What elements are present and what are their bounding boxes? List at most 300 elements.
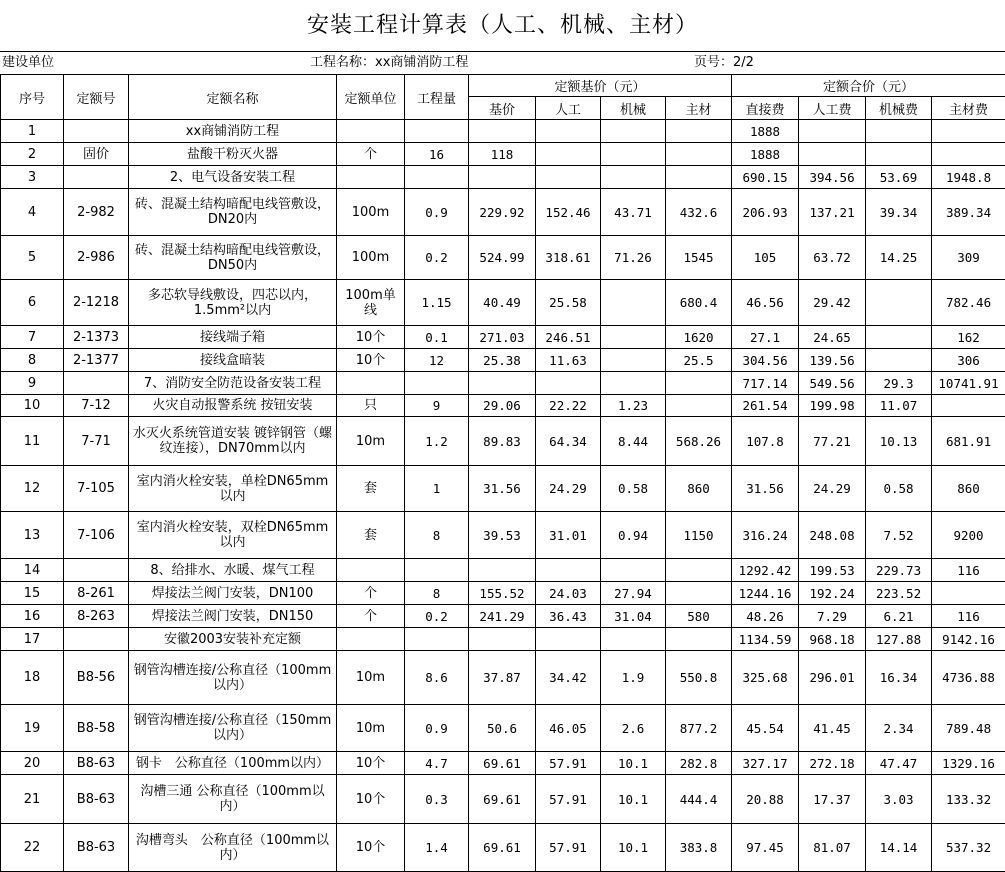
row-code: 7-105 [64, 466, 129, 512]
row-material-fee: 133.32 [932, 775, 1005, 824]
row-material: 1545 [666, 236, 732, 280]
table-row [1, 824, 1005, 872]
row-machine-fee [866, 326, 932, 349]
row-seq: 21 [1, 775, 64, 824]
row-labor-fee: 7.29 [799, 605, 866, 628]
row-machine: 1.23 [601, 395, 666, 417]
row-material: 568.26 [666, 417, 732, 466]
row-name: 室内消火栓安装，双栓DN65mm以内 [129, 512, 337, 559]
table-row [1, 143, 1005, 166]
row-unit [337, 120, 405, 143]
row-labor [536, 120, 601, 143]
row-name: 接线端子箱 [129, 326, 337, 349]
table-row [1, 582, 1005, 605]
header-material-fee: 主材费 [932, 97, 1005, 120]
row-material: 860 [666, 466, 732, 512]
row-machine: 43.71 [601, 189, 666, 236]
header-material: 主材 [666, 97, 732, 120]
row-unit [337, 628, 405, 651]
row-material-fee: 389.34 [932, 189, 1005, 236]
row-name: 火灾自动报警系统 按钮安装 [129, 395, 337, 417]
row-material [666, 143, 732, 166]
row-unit: 10m [337, 417, 405, 466]
row-labor: 64.34 [536, 417, 601, 466]
row-direct: 1888 [732, 143, 799, 166]
row-name: 钢管沟槽连接/公称直径（100mm以内） [129, 651, 337, 705]
row-labor-fee: 199.98 [799, 395, 866, 417]
row-material-fee [932, 143, 1005, 166]
row-direct: 48.26 [732, 605, 799, 628]
row-base: 29.06 [469, 395, 536, 417]
row-material-fee: 789.48 [932, 705, 1005, 752]
header-seq: 序号 [1, 75, 64, 120]
row-unit: 10个 [337, 349, 405, 372]
row-base: 118 [469, 143, 536, 166]
row-base [469, 559, 536, 582]
row-qty: 12 [405, 349, 469, 372]
row-material: 444.4 [666, 775, 732, 824]
row-code: 7-106 [64, 512, 129, 559]
header-unit: 定额单位 [337, 75, 405, 120]
row-machine: 2.6 [601, 705, 666, 752]
header-labor: 人工 [536, 97, 601, 120]
row-base: 69.61 [469, 752, 536, 775]
row-code: 2-986 [64, 236, 129, 280]
row-material: 25.5 [666, 349, 732, 372]
row-qty: 0.9 [405, 705, 469, 752]
row-labor: 24.03 [536, 582, 601, 605]
table-row [1, 466, 1005, 512]
row-code: B8-56 [64, 651, 129, 705]
row-direct: 107.8 [732, 417, 799, 466]
row-labor-fee: 29.42 [799, 280, 866, 326]
row-machine [601, 372, 666, 395]
row-labor-fee: 139.56 [799, 349, 866, 372]
row-unit: 10个 [337, 326, 405, 349]
row-code: 8-261 [64, 582, 129, 605]
row-name: xx商铺消防工程 [129, 120, 337, 143]
row-direct: 316.24 [732, 512, 799, 559]
row-labor: 57.91 [536, 775, 601, 824]
row-seq: 17 [1, 628, 64, 651]
row-unit: 10m [337, 651, 405, 705]
row-base: 69.61 [469, 824, 536, 872]
row-direct: 45.54 [732, 705, 799, 752]
row-labor-fee: 272.18 [799, 752, 866, 775]
row-base: 89.83 [469, 417, 536, 466]
row-material-fee: 116 [932, 605, 1005, 628]
row-machine-fee [866, 280, 932, 326]
row-labor-fee: 199.53 [799, 559, 866, 582]
row-labor: 11.63 [536, 349, 601, 372]
row-machine-fee: 14.25 [866, 236, 932, 280]
row-machine-fee [866, 349, 932, 372]
row-unit: 只 [337, 395, 405, 417]
row-name: 沟槽三通 公称直径（100mm以内） [129, 775, 337, 824]
row-seq: 22 [1, 824, 64, 872]
row-unit: 个 [337, 143, 405, 166]
row-direct: 1244.16 [732, 582, 799, 605]
row-direct: 31.56 [732, 466, 799, 512]
row-machine: 8.44 [601, 417, 666, 466]
row-unit: 10个 [337, 752, 405, 775]
header-total-group: 定额合价（元） [732, 75, 1005, 97]
row-labor-fee: 549.56 [799, 372, 866, 395]
row-qty [405, 559, 469, 582]
row-labor-fee: 81.07 [799, 824, 866, 872]
row-machine: 0.58 [601, 466, 666, 512]
table-row [1, 775, 1005, 824]
row-code: 7-71 [64, 417, 129, 466]
row-labor: 31.01 [536, 512, 601, 559]
row-qty: 8 [405, 582, 469, 605]
row-material-fee: 537.32 [932, 824, 1005, 872]
row-code: B8-63 [64, 824, 129, 872]
row-name: 沟槽弯头 公称直径（100mm以内） [129, 824, 337, 872]
row-qty: 1.2 [405, 417, 469, 466]
header-labor-fee: 人工费 [799, 97, 866, 120]
row-base: 31.56 [469, 466, 536, 512]
table-row [1, 189, 1005, 236]
row-material-fee: 681.91 [932, 417, 1005, 466]
row-machine [601, 120, 666, 143]
row-machine-fee: 14.14 [866, 824, 932, 872]
row-labor-fee: 192.24 [799, 582, 866, 605]
row-machine-fee [866, 120, 932, 143]
info-bar [0, 51, 1005, 74]
row-seq: 6 [1, 280, 64, 326]
row-name: 安徽2003安装补充定额 [129, 628, 337, 651]
header-base-group: 定额基价（元） [469, 75, 732, 97]
row-seq: 4 [1, 189, 64, 236]
row-code: 2-1373 [64, 326, 129, 349]
row-machine-fee [866, 143, 932, 166]
row-material-fee: 4736.88 [932, 651, 1005, 705]
row-code: 固价 [64, 143, 129, 166]
sheet-title: 安装工程计算表（人工、机械、主材） [0, 0, 1005, 51]
row-name: 盐酸干粉灭火器 [129, 143, 337, 166]
header-name: 定额名称 [129, 75, 337, 120]
header-machine-fee: 机械费 [866, 97, 932, 120]
row-machine: 71.26 [601, 236, 666, 280]
table-row [1, 628, 1005, 651]
row-material: 680.4 [666, 280, 732, 326]
row-qty [405, 628, 469, 651]
row-labor: 57.91 [536, 824, 601, 872]
row-machine: 1.9 [601, 651, 666, 705]
row-machine-fee: 16.34 [866, 651, 932, 705]
row-name: 砖、混凝土结构暗配电线管敷设，DN20内 [129, 189, 337, 236]
row-machine: 0.94 [601, 512, 666, 559]
row-seq: 1 [1, 120, 64, 143]
row-base: 40.49 [469, 280, 536, 326]
row-machine: 10.1 [601, 824, 666, 872]
calc-table [0, 74, 1005, 872]
row-qty: 0.1 [405, 326, 469, 349]
row-material-fee: 162 [932, 326, 1005, 349]
row-qty: 16 [405, 143, 469, 166]
row-seq: 7 [1, 326, 64, 349]
row-labor-fee: 63.72 [799, 236, 866, 280]
row-machine-fee: 2.34 [866, 705, 932, 752]
row-material [666, 582, 732, 605]
row-qty: 4.7 [405, 752, 469, 775]
row-base [469, 372, 536, 395]
row-qty: 1.15 [405, 280, 469, 326]
table-row [1, 120, 1005, 143]
row-labor [536, 559, 601, 582]
row-machine [601, 559, 666, 582]
row-code: B8-58 [64, 705, 129, 752]
row-unit: 100m [337, 236, 405, 280]
row-material: 877.2 [666, 705, 732, 752]
row-unit: 套 [337, 512, 405, 559]
row-seq: 16 [1, 605, 64, 628]
row-seq: 11 [1, 417, 64, 466]
row-seq: 20 [1, 752, 64, 775]
row-labor-fee: 77.21 [799, 417, 866, 466]
row-qty: 0.3 [405, 775, 469, 824]
row-base: 50.6 [469, 705, 536, 752]
row-seq: 19 [1, 705, 64, 752]
row-labor: 22.22 [536, 395, 601, 417]
row-labor: 152.46 [536, 189, 601, 236]
row-labor-fee: 137.21 [799, 189, 866, 236]
row-direct: 325.68 [732, 651, 799, 705]
table-row [1, 651, 1005, 705]
table-row [1, 166, 1005, 189]
row-qty [405, 120, 469, 143]
row-name: 8、给排水、水暖、煤气工程 [129, 559, 337, 582]
row-seq: 10 [1, 395, 64, 417]
row-labor: 246.51 [536, 326, 601, 349]
row-direct: 20.88 [732, 775, 799, 824]
row-direct: 97.45 [732, 824, 799, 872]
row-seq: 13 [1, 512, 64, 559]
row-material: 432.6 [666, 189, 732, 236]
row-name: 多芯软导线敷设，四芯以内，1.5mm²以内 [129, 280, 337, 326]
row-qty: 8 [405, 512, 469, 559]
row-material-fee: 9142.16 [932, 628, 1005, 651]
row-material-fee: 116 [932, 559, 1005, 582]
row-machine-fee: 127.88 [866, 628, 932, 651]
row-name: 水灭火系统管道安装 镀锌钢管（螺纹连接），DN70mm以内 [129, 417, 337, 466]
row-material-fee [932, 120, 1005, 143]
row-material: 383.8 [666, 824, 732, 872]
row-name: 焊接法兰阀门安装，DN100 [129, 582, 337, 605]
row-machine [601, 628, 666, 651]
table-row [1, 280, 1005, 326]
row-labor [536, 628, 601, 651]
row-labor-fee: 24.65 [799, 326, 866, 349]
row-base: 69.61 [469, 775, 536, 824]
row-machine-fee: 47.47 [866, 752, 932, 775]
row-material-fee: 309 [932, 236, 1005, 280]
row-code: 2-982 [64, 189, 129, 236]
row-qty: 9 [405, 395, 469, 417]
row-machine: 10.1 [601, 775, 666, 824]
owner-label: 建设单位 [2, 52, 54, 74]
row-machine [601, 326, 666, 349]
row-unit: 10个 [337, 775, 405, 824]
row-machine: 27.94 [601, 582, 666, 605]
row-direct: 27.1 [732, 326, 799, 349]
row-material: 580 [666, 605, 732, 628]
row-direct: 327.17 [732, 752, 799, 775]
row-direct: 717.14 [732, 372, 799, 395]
row-machine [601, 166, 666, 189]
row-name: 砖、混凝土结构暗配电线管敷设，DN50内 [129, 236, 337, 280]
row-labor-fee: 968.18 [799, 628, 866, 651]
header-code: 定额号 [64, 75, 129, 120]
row-unit: 100m [337, 189, 405, 236]
row-unit [337, 372, 405, 395]
row-labor-fee [799, 120, 866, 143]
row-unit: 个 [337, 582, 405, 605]
row-code [64, 372, 129, 395]
row-qty [405, 166, 469, 189]
row-base: 25.38 [469, 349, 536, 372]
row-code [64, 628, 129, 651]
row-direct: 105 [732, 236, 799, 280]
row-qty: 0.2 [405, 236, 469, 280]
row-name: 钢卡 公称直径（100mm以内） [129, 752, 337, 775]
row-name: 钢管沟槽连接/公称直径（150mm以内） [129, 705, 337, 752]
table-row [1, 349, 1005, 372]
row-direct: 1888 [732, 120, 799, 143]
row-material-fee: 306 [932, 349, 1005, 372]
row-labor-fee: 17.37 [799, 775, 866, 824]
header-machine: 机械 [601, 97, 666, 120]
row-material [666, 372, 732, 395]
row-material: 1620 [666, 326, 732, 349]
row-name: 室内消火栓安装，单栓DN65mm以内 [129, 466, 337, 512]
row-unit: 10m [337, 705, 405, 752]
table-row [1, 326, 1005, 349]
row-machine-fee: 53.69 [866, 166, 932, 189]
row-seq: 3 [1, 166, 64, 189]
row-material [666, 120, 732, 143]
row-machine-fee: 7.52 [866, 512, 932, 559]
row-material-fee: 782.46 [932, 280, 1005, 326]
row-material: 550.8 [666, 651, 732, 705]
row-machine-fee: 229.73 [866, 559, 932, 582]
page-number: 页号：2/2 [694, 52, 754, 74]
row-base: 155.52 [469, 582, 536, 605]
row-seq: 15 [1, 582, 64, 605]
row-seq: 9 [1, 372, 64, 395]
table-row [1, 512, 1005, 559]
row-base: 524.99 [469, 236, 536, 280]
row-material [666, 166, 732, 189]
row-labor: 46.05 [536, 705, 601, 752]
row-direct: 304.56 [732, 349, 799, 372]
row-material [666, 395, 732, 417]
row-code: B8-63 [64, 752, 129, 775]
row-qty: 0.9 [405, 189, 469, 236]
row-material-fee [932, 395, 1005, 417]
row-material-fee: 860 [932, 466, 1005, 512]
row-machine-fee: 39.34 [866, 189, 932, 236]
row-qty: 8.6 [405, 651, 469, 705]
row-direct: 1292.42 [732, 559, 799, 582]
row-direct: 46.56 [732, 280, 799, 326]
row-material: 282.8 [666, 752, 732, 775]
row-material: 1150 [666, 512, 732, 559]
table-row [1, 752, 1005, 775]
row-labor: 57.91 [536, 752, 601, 775]
row-machine-fee: 223.52 [866, 582, 932, 605]
header-direct: 直接费 [732, 97, 799, 120]
row-material-fee: 9200 [932, 512, 1005, 559]
row-machine-fee: 0.58 [866, 466, 932, 512]
project-name: 工程名称：xx商铺消防工程 [310, 52, 468, 74]
row-code: 2-1377 [64, 349, 129, 372]
row-unit: 个 [337, 605, 405, 628]
row-code [64, 559, 129, 582]
row-base: 39.53 [469, 512, 536, 559]
row-machine [601, 349, 666, 372]
row-labor: 34.42 [536, 651, 601, 705]
row-base: 241.29 [469, 605, 536, 628]
row-machine: 10.1 [601, 752, 666, 775]
row-unit: 套 [337, 466, 405, 512]
row-machine [601, 280, 666, 326]
row-labor-fee: 248.08 [799, 512, 866, 559]
row-material-fee: 10741.91 [932, 372, 1005, 395]
row-unit: 10个 [337, 824, 405, 872]
row-direct: 1134.59 [732, 628, 799, 651]
row-direct: 261.54 [732, 395, 799, 417]
row-name: 焊接法兰阀门安装，DN150 [129, 605, 337, 628]
table-row [1, 605, 1005, 628]
table-row [1, 395, 1005, 417]
row-base: 229.92 [469, 189, 536, 236]
row-name: 2、电气设备安装工程 [129, 166, 337, 189]
row-material-fee: 1329.16 [932, 752, 1005, 775]
row-base [469, 120, 536, 143]
row-code [64, 166, 129, 189]
row-material-fee [932, 582, 1005, 605]
row-base [469, 166, 536, 189]
row-machine-fee: 29.3 [866, 372, 932, 395]
row-seq: 8 [1, 349, 64, 372]
row-labor-fee: 41.45 [799, 705, 866, 752]
row-seq: 2 [1, 143, 64, 166]
table-row [1, 705, 1005, 752]
row-name: 7、消防安全防范设备安装工程 [129, 372, 337, 395]
row-machine [601, 143, 666, 166]
row-labor-fee: 394.56 [799, 166, 866, 189]
row-machine-fee: 6.21 [866, 605, 932, 628]
row-material [666, 559, 732, 582]
row-code: 7-12 [64, 395, 129, 417]
row-name: 接线盒暗装 [129, 349, 337, 372]
row-labor [536, 372, 601, 395]
row-unit [337, 559, 405, 582]
row-qty [405, 372, 469, 395]
row-code: 2-1218 [64, 280, 129, 326]
row-labor-fee [799, 143, 866, 166]
row-code: 8-263 [64, 605, 129, 628]
row-machine-fee: 10.13 [866, 417, 932, 466]
row-direct: 206.93 [732, 189, 799, 236]
row-qty: 1 [405, 466, 469, 512]
row-seq: 18 [1, 651, 64, 705]
row-labor-fee: 296.01 [799, 651, 866, 705]
row-qty: 0.2 [405, 605, 469, 628]
row-direct: 690.15 [732, 166, 799, 189]
